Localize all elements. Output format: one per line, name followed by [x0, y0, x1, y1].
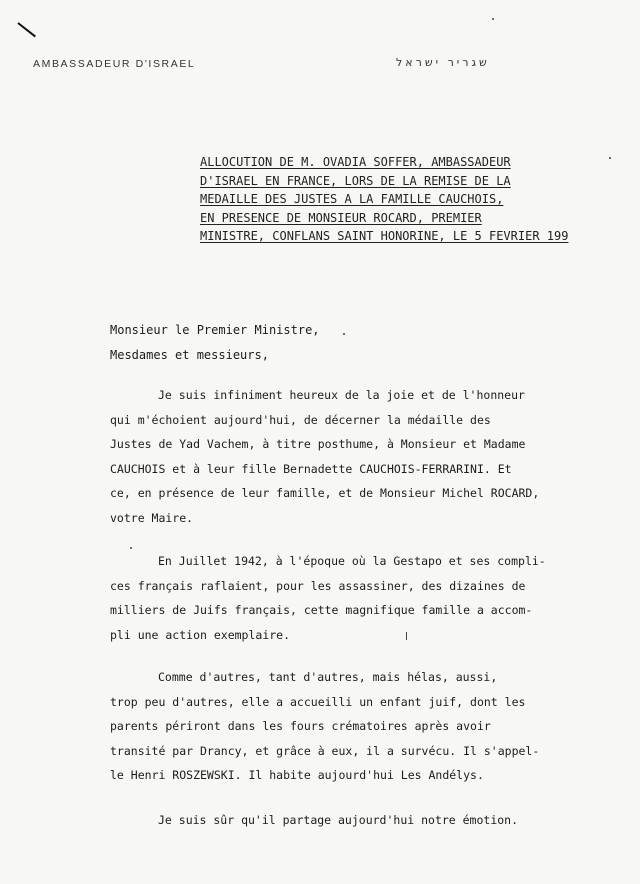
text-line: qui m'échoient aujourd'hui, de décerner la médaille des [110, 412, 491, 427]
paragraph-4 [110, 808, 518, 833]
title-line: MEDAILLE DES JUSTES A LA FAMILLE CAUCHOIS, [200, 192, 504, 206]
embassy-header-french: AMBASSADEUR D'ISRAEL [33, 58, 196, 70]
text-line: CAUCHOIS et à leur fille Bernadette CAUCHOIS-FERRARINI. Et [110, 461, 512, 476]
salutation-line: Mesdames et messieurs, [110, 348, 269, 362]
title-line: ALLOCUTION DE M. OVADIA SOFFER, AMBASSADEUR [200, 155, 511, 169]
text-line: Je suis infiniment heureux de la joie et de l'honneur [158, 388, 525, 402]
text-line: parents périront dans les fours crématoires après avoir [110, 719, 491, 733]
embassy-header-hebrew: שגריר ישראל [396, 56, 490, 69]
paragraph-3 [110, 665, 539, 788]
speech-title [200, 153, 600, 246]
text-line: trop peu d'autres, elle a accueilli un enfant juif, dont les [110, 694, 526, 709]
title-line: MINISTRE, CONFLANS SAINT HONORINE, LE 5 FEVRIER 199 [200, 229, 569, 243]
salutation-line: Monsieur le Premier Ministre, [110, 323, 320, 337]
text-line: ces français raflaient, pour les assassiner, des dizaines de [110, 578, 526, 593]
text-line: le Henri ROSZEWSKI. Il habite aujourd'hui Les Andélys. [110, 768, 484, 782]
text-line: pli une action exemplaire. [110, 627, 291, 642]
title-line: EN PRESENCE DE MONSIEUR ROCARD, PREMIER [200, 210, 482, 225]
salutation [110, 318, 320, 368]
paper-speck [492, 18, 494, 20]
text-line: Je suis sûr qu'il partage aujourd'hui notre émotion. [158, 813, 519, 827]
paper-speck [343, 333, 345, 335]
title-line: D'ISRAEL EN FRANCE, LORS DE LA REMISE DE LA [200, 173, 511, 188]
text-line: transité par Drancy, et grâce à eux, il a survécu. Il s'appel- [110, 743, 540, 758]
text-line: votre Maire. [110, 510, 194, 525]
text-line: En Juillet 1942, à l'époque où la Gestapo et ses compli- [158, 554, 546, 568]
text-line: ce, en présence de leur famille, et de Monsieur Michel ROCARD, [110, 486, 540, 500]
paragraph-1 [110, 383, 539, 530]
paper-speck [406, 632, 407, 640]
text-line: Comme d'autres, tant d'autres, mais hélas, aussi, [158, 670, 498, 684]
paper-speck [130, 547, 132, 549]
pen-stroke-mark [17, 22, 36, 37]
paragraph-2 [110, 549, 546, 647]
paper-speck [609, 157, 611, 159]
text-line: milliers de Juifs français, cette magnifique famille a accom- [110, 603, 533, 617]
text-line: Justes de Yad Vachem, à titre posthume, à Monsieur et Madame [110, 437, 526, 451]
